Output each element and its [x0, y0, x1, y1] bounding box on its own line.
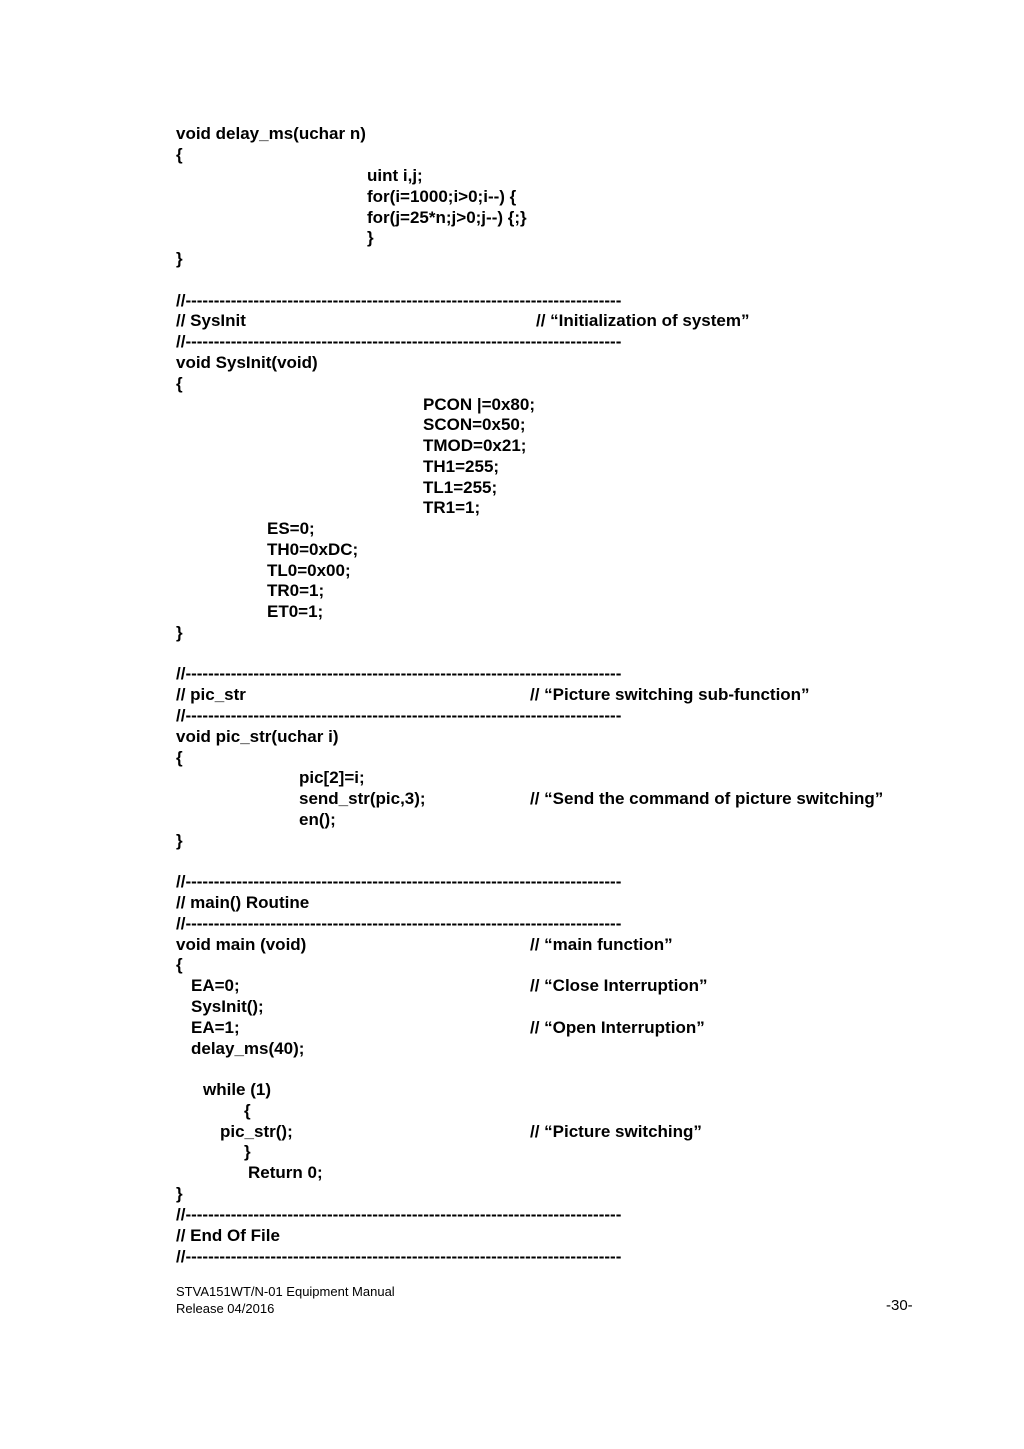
code-line: [176, 353, 318, 373]
code-line: [191, 976, 708, 996]
code-line: [267, 519, 315, 539]
code-text: //-----------------------------------------------------------------------------: [176, 332, 622, 351]
code-line: [267, 561, 351, 581]
code-text: // pic_str: [176, 685, 246, 704]
code-text: //-----------------------------------------------------------------------------: [176, 914, 622, 933]
code-comment: // “Send the command of picture switching”: [530, 789, 884, 808]
code-line: [176, 685, 810, 705]
code-line: [367, 208, 527, 228]
code-text: //-----------------------------------------------------------------------------: [176, 872, 622, 891]
code-line: [176, 955, 183, 975]
code-line: [367, 166, 423, 186]
code-line: [176, 935, 673, 955]
code-line: [267, 540, 358, 560]
code-text: uint i,j;: [367, 166, 423, 185]
code-text: PCON |=0x80;: [423, 395, 536, 414]
code-line: [203, 1080, 271, 1100]
code-text: void SysInit(void): [176, 353, 318, 372]
code-line: [176, 872, 621, 892]
code-text: TMOD=0x21;: [423, 436, 527, 455]
code-line: [176, 291, 621, 311]
code-text: ET0=1;: [267, 602, 324, 621]
code-line: [220, 1122, 702, 1142]
code-text: TL0=0x00;: [267, 561, 351, 580]
code-text: }: [176, 831, 183, 850]
code-line: [176, 893, 309, 913]
code-comment: // “Initialization of system”: [536, 311, 750, 330]
code-text: send_str(pic,3);: [299, 789, 426, 808]
code-line: [248, 1163, 323, 1183]
code-text: TH1=255;: [423, 457, 500, 476]
code-line: [176, 1247, 621, 1267]
code-line: [367, 228, 374, 248]
code-text: TR1=1;: [423, 498, 481, 517]
code-text: //-----------------------------------------------------------------------------: [176, 1205, 622, 1224]
code-text: pic[2]=i;: [299, 768, 365, 787]
code-line: [176, 124, 366, 144]
code-line: [176, 145, 183, 165]
code-text: SysInit();: [191, 997, 264, 1016]
code-line: [423, 415, 526, 435]
code-comment: // “Picture switching sub-function”: [530, 685, 810, 704]
code-text: EA=1;: [191, 1018, 240, 1037]
code-text: // main() Routine: [176, 893, 310, 912]
code-text: void main (void): [176, 935, 307, 954]
code-text: {: [176, 748, 183, 767]
code-line: [176, 332, 621, 352]
code-line: [423, 395, 535, 415]
code-text: TL1=255;: [423, 478, 498, 497]
code-line: [176, 623, 183, 643]
code-line: [176, 1184, 183, 1204]
code-line: [176, 914, 621, 934]
code-line: [367, 187, 516, 207]
code-line: [191, 997, 264, 1017]
code-text: // End Of File: [176, 1226, 280, 1245]
code-comment: // “main function”: [530, 935, 673, 954]
code-text: {: [176, 145, 183, 164]
code-text: }: [176, 1184, 183, 1203]
code-line: [267, 602, 323, 622]
code-line: [267, 581, 324, 601]
code-text: TR0=1;: [267, 581, 325, 600]
code-comment: // “Close Interruption”: [530, 976, 708, 995]
code-line: [176, 831, 183, 851]
code-line: [176, 374, 183, 394]
code-text: while (1): [203, 1080, 272, 1099]
code-text: }: [176, 249, 183, 268]
code-text: Return 0;: [248, 1163, 323, 1182]
code-line: [176, 664, 621, 684]
code-line: [423, 498, 480, 518]
code-line: [176, 1205, 621, 1225]
code-text: // SysInit: [176, 311, 246, 330]
footer-manual-title: STVA151WT/N-01 Equipment Manual: [176, 1284, 395, 1299]
code-text: }: [367, 228, 374, 247]
code-line: [244, 1142, 251, 1162]
code-line: [423, 436, 526, 456]
code-text: for(j=25*n;j>0;j--) {;}: [367, 208, 527, 227]
code-text: EA=0;: [191, 976, 240, 995]
code-text: {: [244, 1101, 251, 1120]
code-text: }: [244, 1142, 251, 1161]
code-line: [176, 249, 183, 269]
code-comment: // “Open Interruption”: [530, 1018, 705, 1037]
code-text: //-----------------------------------------------------------------------------: [176, 291, 622, 310]
code-text: }: [176, 623, 183, 642]
code-line: [176, 706, 621, 726]
code-text: {: [176, 374, 183, 393]
code-line: [423, 478, 497, 498]
code-line: [176, 1226, 280, 1246]
code-line: [191, 1018, 705, 1038]
code-text: TH0=0xDC;: [267, 540, 359, 559]
code-line: [299, 810, 336, 830]
code-text: pic_str();: [220, 1122, 293, 1141]
code-line: [176, 748, 183, 768]
code-text: //-----------------------------------------------------------------------------: [176, 664, 622, 683]
code-text: //-----------------------------------------------------------------------------: [176, 706, 622, 725]
code-line: [423, 457, 499, 477]
code-text: void pic_str(uchar i): [176, 727, 339, 746]
code-text: SCON=0x50;: [423, 415, 526, 434]
code-text: en();: [299, 810, 336, 829]
page-number: -30-: [886, 1297, 913, 1314]
code-text: ES=0;: [267, 519, 315, 538]
code-line: [244, 1101, 251, 1121]
code-line: [191, 1039, 304, 1059]
code-comment: // “Picture switching”: [530, 1122, 702, 1141]
code-line: [299, 768, 365, 788]
code-text: //-----------------------------------------------------------------------------: [176, 1247, 622, 1266]
code-text: {: [176, 955, 183, 974]
code-line: [176, 311, 750, 331]
code-line: [176, 727, 338, 747]
code-line: [299, 789, 884, 809]
code-text: void delay_ms(uchar n): [176, 124, 366, 143]
footer-release: Release 04/2016: [176, 1301, 275, 1316]
code-text: delay_ms(40);: [191, 1039, 305, 1058]
code-text: for(i=1000;i>0;i--) {: [367, 187, 517, 206]
